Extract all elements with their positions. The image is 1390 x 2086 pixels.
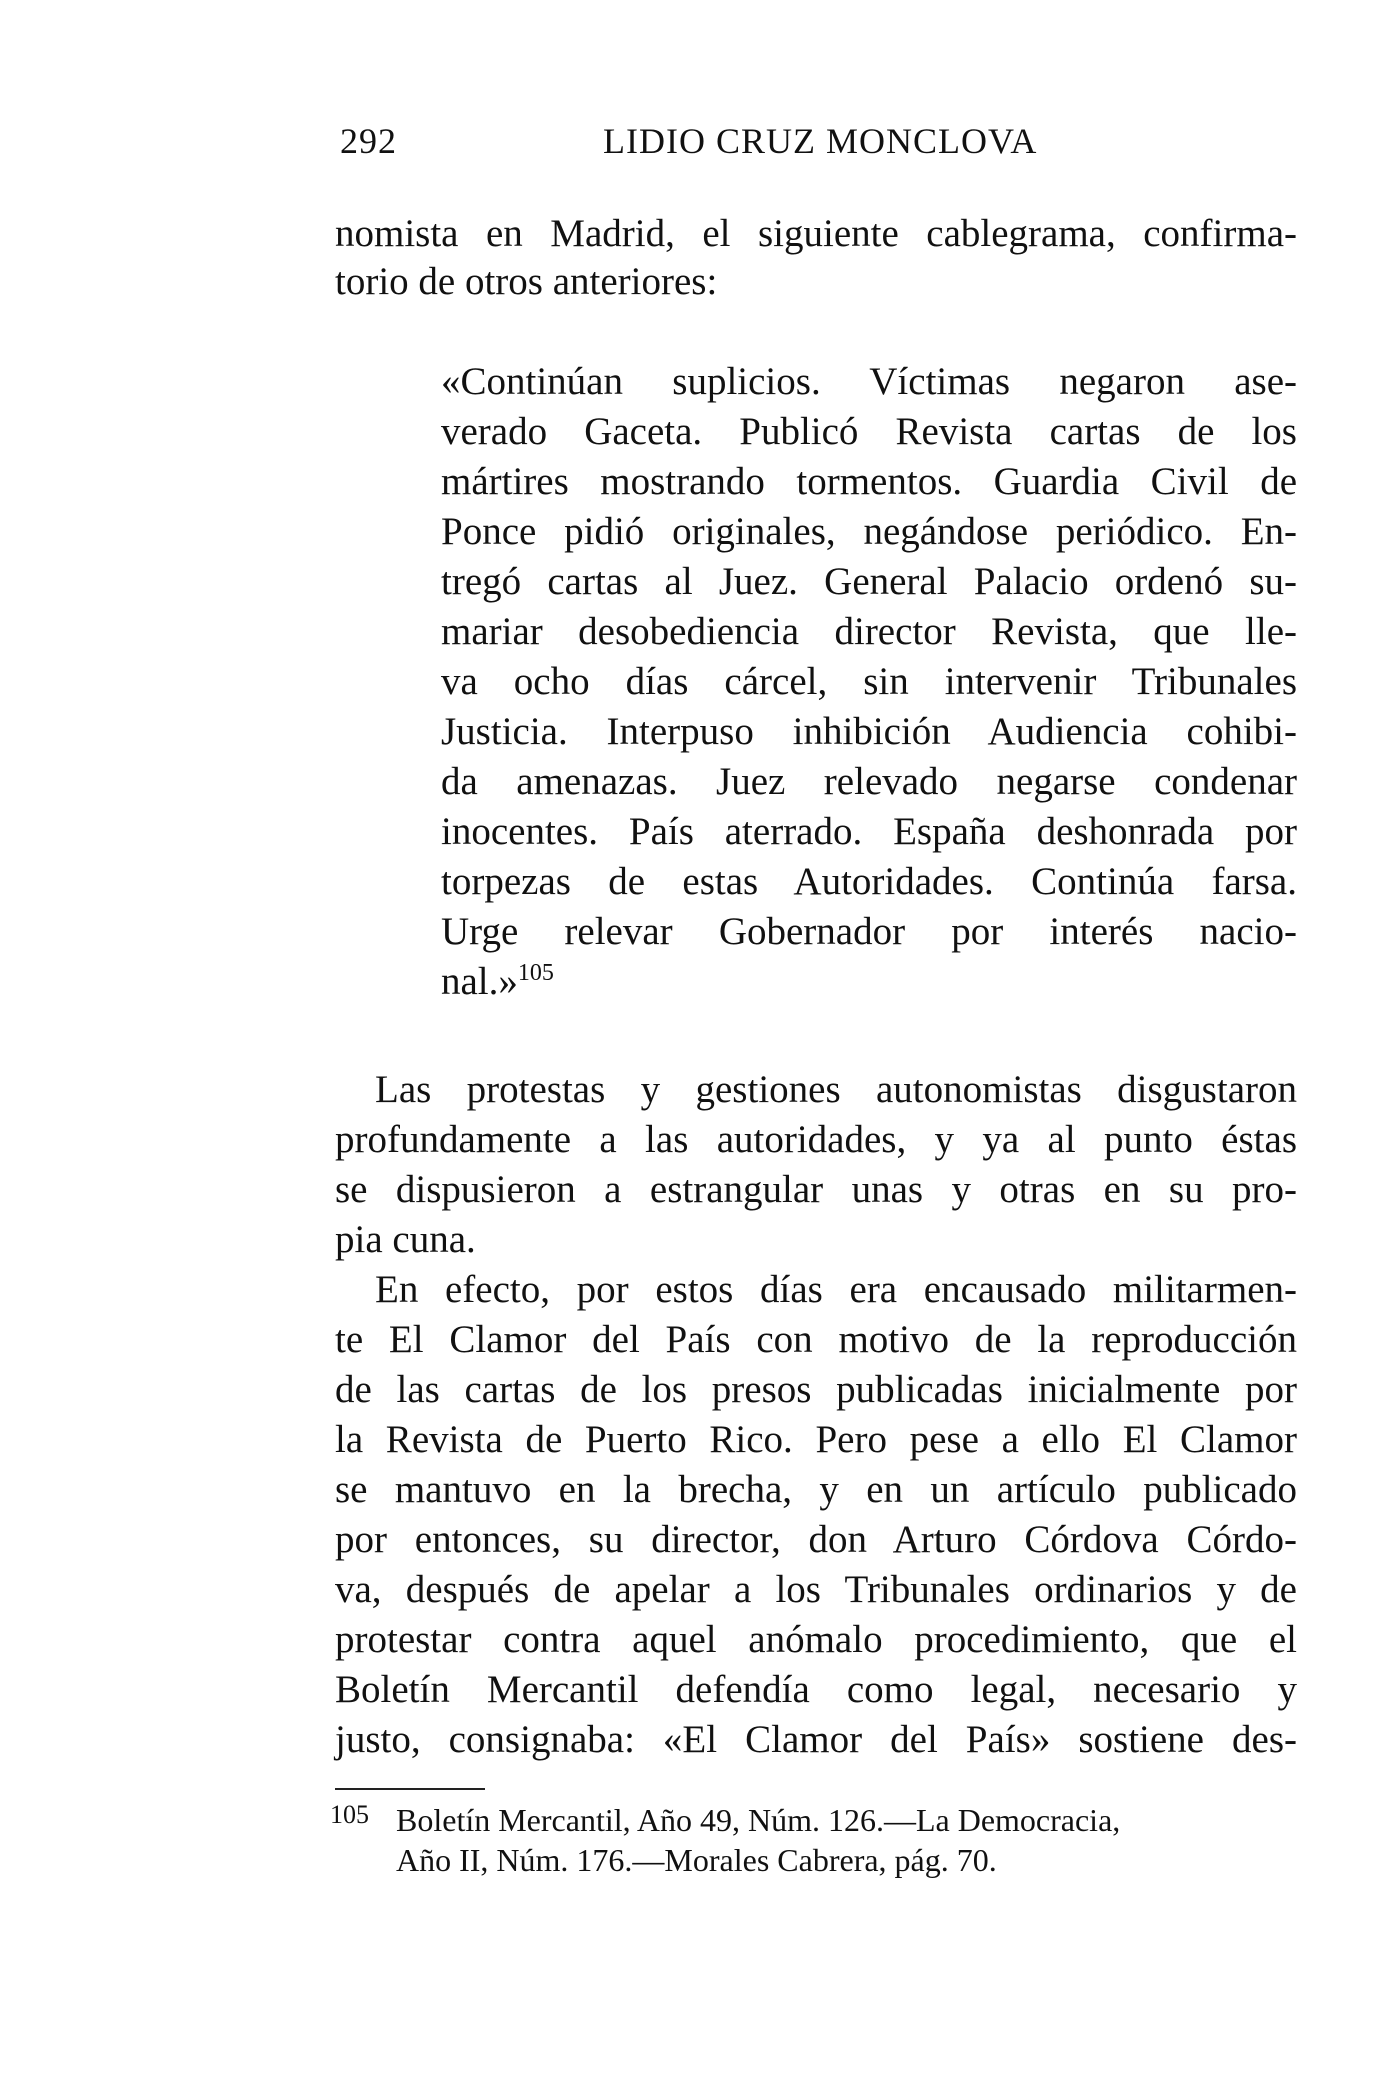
paragraph-line: te El Clamor del País con motivo de la reproducción — [335, 1318, 1297, 1361]
footnote-line: Año II, Núm. 176.—Morales Cabrera, pág. 70. — [396, 1842, 997, 1878]
paragraph-line: por entonces, su director, don Arturo Córdova Córdo- — [335, 1518, 1297, 1561]
page-number: 292 — [340, 121, 397, 161]
paragraph-line: de las cartas de los presos publicadas inicialmente por — [335, 1368, 1297, 1411]
paragraph-line: pia cuna. — [335, 1218, 476, 1261]
paragraph-line: Las protestas y gestiones autonomistas disgustaron — [375, 1068, 1297, 1111]
paragraph-line: la Revista de Puerto Rico. Pero pese a ello El Clamor — [335, 1418, 1297, 1461]
quote-line: Justicia. Interpuso inhibición Audiencia cohibi- — [441, 710, 1297, 753]
paragraph-line: justo, consignaba: «El Clamor del País» sostiene des- — [335, 1718, 1297, 1761]
intro-line: torio de otros anteriores: — [335, 260, 718, 303]
footnote-reference: 105 — [517, 960, 554, 986]
quote-last-line — [441, 958, 1297, 1006]
paragraph-line: En efecto, por estos días era encausado militarmen- — [375, 1268, 1297, 1311]
paragraph-line: profundamente a las autoridades, y ya al punto éstas — [335, 1118, 1297, 1161]
quote-line: da amenazas. Juez relevado negarse condenar — [441, 760, 1297, 803]
paragraph-line: se dispusieron a estrangular unas y otras en su pro- — [335, 1168, 1297, 1211]
footnote-rule — [335, 1788, 485, 1790]
quote-line: nal.» — [441, 960, 518, 1003]
quote-line: «Continúan suplicios. Víctimas negaron ase- — [441, 360, 1297, 403]
intro-line: nomista en Madrid, el siguiente cablegrama, confirma- — [335, 212, 1297, 255]
paragraph-line: se mantuvo en la brecha, y en un artículo publicado — [335, 1468, 1297, 1511]
paragraph-line: protestar contra aquel anómalo procedimiento, que el — [335, 1618, 1297, 1661]
paragraph-line: va, después de apelar a los Tribunales ordinarios y de — [335, 1568, 1297, 1611]
footnote-number: 105 — [330, 1800, 369, 1829]
paragraph-line: Boletín Mercantil defendía como legal, necesario y — [335, 1668, 1297, 1711]
quote-line: mártires mostrando tormentos. Guardia Civil de — [441, 460, 1297, 503]
page-header — [340, 120, 1040, 170]
quote-line: Ponce pidió originales, negándose periódico. En- — [441, 510, 1297, 553]
quote-line: torpezas de estas Autoridades. Continúa farsa. — [441, 860, 1297, 903]
quote-line: verado Gaceta. Publicó Revista cartas de los — [441, 410, 1297, 453]
quote-line: va ocho días cárcel, sin intervenir Tribunales — [441, 660, 1297, 703]
quote-line: mariar desobediencia director Revista, que lle- — [441, 610, 1297, 653]
quote-line: inocentes. País aterrado. España deshonrada por — [441, 810, 1297, 853]
running-title: LIDIO CRUZ MONCLOVA — [603, 121, 1038, 161]
footnote-line: Boletín Mercantil, Año 49, Núm. 126.—La Democracia, — [396, 1802, 1121, 1838]
quote-line: Urge relevar Gobernador por interés nacio- — [441, 910, 1297, 953]
quote-line: tregó cartas al Juez. General Palacio ordenó su- — [441, 560, 1297, 603]
